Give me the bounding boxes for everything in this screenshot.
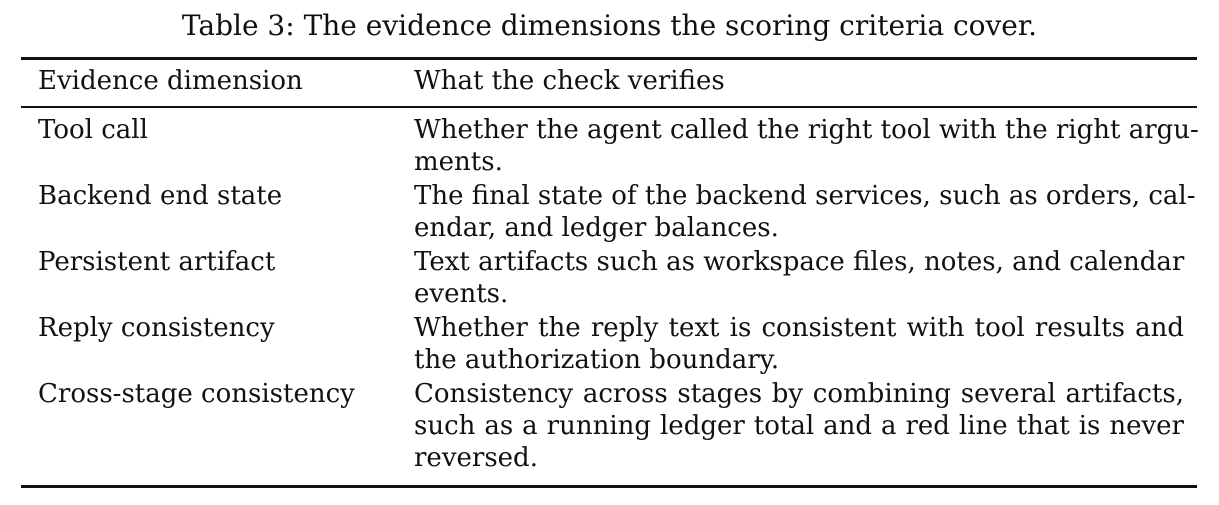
description-line: The final state of the backend services, such as orders, cal- — [414, 181, 1196, 211]
header-rule — [21, 106, 1197, 108]
header-dimension: Evidence dimension — [38, 66, 303, 96]
row-dimension: Persistent artifact — [38, 247, 276, 277]
row-description — [414, 114, 1199, 178]
top-rule — [21, 57, 1197, 60]
description-line: reversed. — [414, 443, 538, 473]
header-verification: What the check verifies — [414, 66, 725, 96]
row-description — [414, 312, 1184, 376]
description-line: Text artifacts such as workspace files, notes, and calendar — [414, 247, 1185, 277]
bottom-rule — [21, 485, 1197, 488]
description-line: such as a running ledger total and a red line that is never — [414, 411, 1184, 441]
row-dimension: Tool call — [38, 115, 148, 145]
description-line: ments. — [414, 147, 503, 177]
row-dimension: Cross-stage consistency — [38, 379, 355, 409]
row-dimension: Backend end state — [38, 181, 283, 211]
description-line: events. — [414, 279, 509, 309]
table-caption: Table 3: The evidence dimensions the scoring criteria cover. — [181, 9, 1038, 42]
row-description — [414, 378, 1184, 474]
description-line: endar, and ledger balances. — [414, 213, 779, 243]
description-line: Whether the reply text is consistent with tool results and — [414, 313, 1184, 343]
description-line: Consistency across stages by combining several artifacts, — [414, 379, 1184, 409]
row-description — [414, 180, 1196, 244]
description-line: Whether the agent called the right tool with the right argu- — [414, 115, 1199, 145]
row-dimension: Reply consistency — [38, 313, 275, 343]
row-description — [414, 246, 1184, 310]
description-line: the authorization boundary. — [414, 345, 780, 375]
